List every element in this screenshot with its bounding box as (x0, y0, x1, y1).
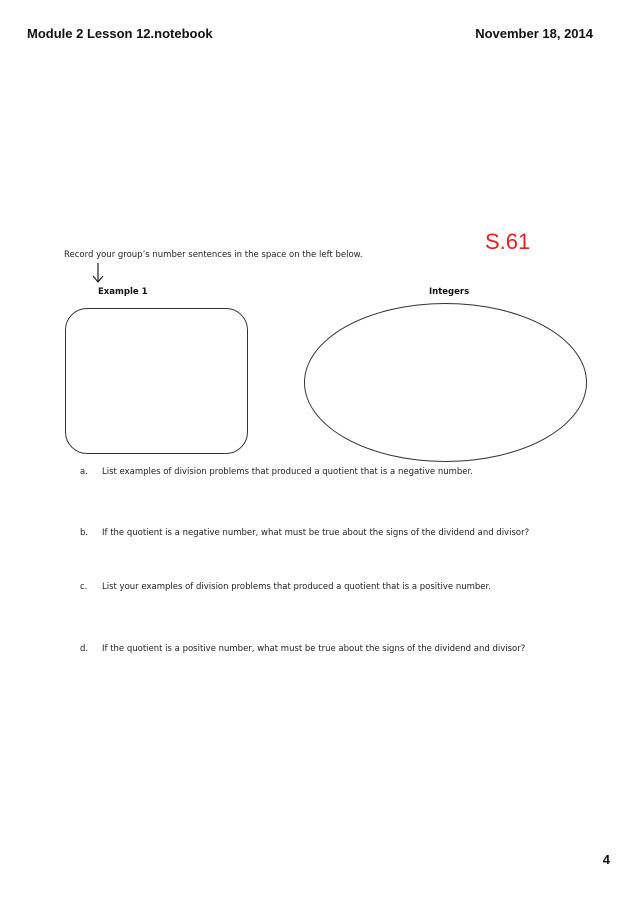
question-letter: b. (80, 528, 89, 538)
integers-answer-ellipse[interactable] (304, 303, 587, 462)
question-b (80, 528, 580, 538)
down-arrow-icon (91, 262, 105, 284)
question-text: List examples of division problems that produced a quotient that is a negative number. (102, 467, 473, 477)
question-c (80, 582, 580, 592)
question-text: If the quotient is a positive number, what must be true about the signs of the dividend and divisor? (102, 644, 526, 654)
notebook-date: November 18, 2014 (475, 26, 593, 41)
red-annotation: S.61 (485, 229, 531, 254)
question-letter: d. (80, 644, 89, 654)
question-text: List your examples of division problems that produced a quotient that is a positive number. (102, 582, 491, 592)
example-1-label: Example 1 (98, 287, 148, 297)
page-number: 4 (602, 852, 610, 867)
question-text: If the quotient is a negative number, what must be true about the signs of the dividend and divisor? (102, 528, 530, 538)
question-d (80, 644, 580, 654)
notebook-title: Module 2 Lesson 12.notebook (27, 26, 213, 41)
instruction-text: Record your group’s number sentences in the space on the left below. (64, 250, 363, 260)
question-letter: a. (80, 467, 88, 477)
example-1-answer-box[interactable] (65, 308, 248, 454)
question-letter: c. (80, 582, 88, 592)
question-a (80, 467, 580, 477)
integers-label: Integers (429, 287, 470, 297)
